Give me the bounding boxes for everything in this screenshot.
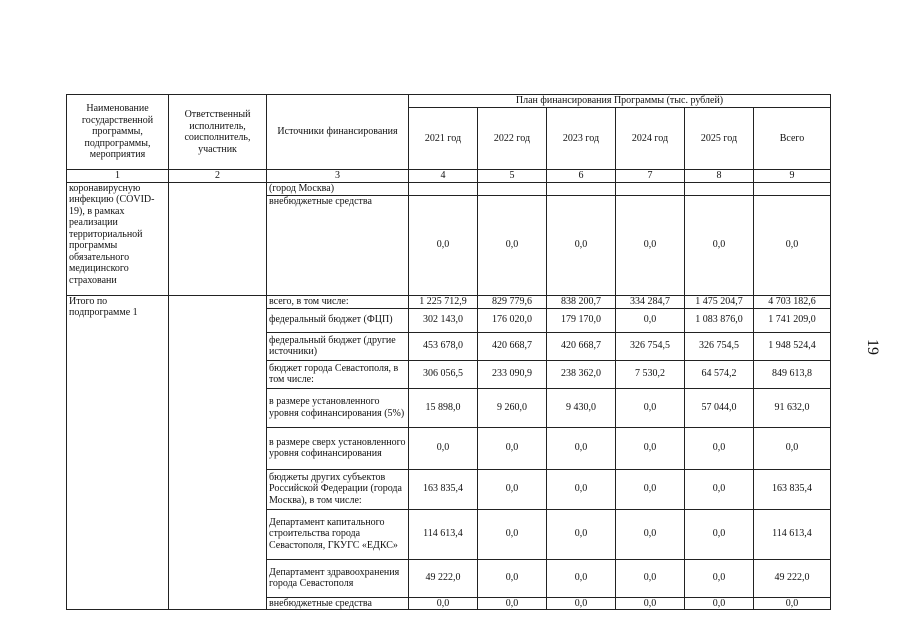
value-cell: 1 948 524,4 bbox=[754, 332, 831, 360]
source-label: в размере сверх установленного уровня софинансирования bbox=[267, 427, 409, 469]
value-cell: 9 260,0 bbox=[478, 388, 547, 427]
value-cell: 1 741 209,0 bbox=[754, 308, 831, 332]
value-cell bbox=[616, 182, 685, 195]
value-cell: 0,0 bbox=[409, 597, 478, 610]
value-cell bbox=[685, 182, 754, 195]
col-number: 1 bbox=[67, 170, 169, 183]
value-cell: 0,0 bbox=[547, 469, 616, 509]
source-label: (город Москва) bbox=[267, 182, 409, 195]
col-number: 5 bbox=[478, 170, 547, 183]
value-cell: 0,0 bbox=[478, 195, 547, 295]
col-number: 7 bbox=[616, 170, 685, 183]
source-label: бюджеты других субъектов Российской Федерации (города Москва), в том числе: bbox=[267, 469, 409, 509]
value-cell: 0,0 bbox=[685, 597, 754, 610]
source-label: в размере установленного уровня софинансирования (5%) bbox=[267, 388, 409, 427]
header-total: Всего bbox=[754, 108, 831, 170]
value-cell: 1 475 204,7 bbox=[685, 295, 754, 308]
value-cell bbox=[478, 182, 547, 195]
source-label: внебюджетные средства bbox=[267, 195, 409, 295]
value-cell: 0,0 bbox=[547, 559, 616, 597]
value-cell: 179 170,0 bbox=[547, 308, 616, 332]
value-cell: 0,0 bbox=[478, 597, 547, 610]
value-cell: 0,0 bbox=[547, 195, 616, 295]
value-cell: 49 222,0 bbox=[754, 559, 831, 597]
value-cell: 0,0 bbox=[478, 559, 547, 597]
value-cell: 302 143,0 bbox=[409, 308, 478, 332]
header-year: 2023 год bbox=[547, 108, 616, 170]
source-label: федеральный бюджет (другие источники) bbox=[267, 332, 409, 360]
value-cell: 0,0 bbox=[478, 469, 547, 509]
value-cell: 849 613,8 bbox=[754, 360, 831, 388]
page-number: 19 bbox=[864, 339, 881, 355]
value-cell: 0,0 bbox=[478, 509, 547, 559]
value-cell bbox=[754, 182, 831, 195]
header-year: 2022 год bbox=[478, 108, 547, 170]
value-cell: 420 668,7 bbox=[478, 332, 547, 360]
value-cell: 0,0 bbox=[685, 509, 754, 559]
value-cell: 0,0 bbox=[616, 597, 685, 610]
value-cell: 0,0 bbox=[616, 559, 685, 597]
value-cell: 1 225 712,9 bbox=[409, 295, 478, 308]
value-cell: 838 200,7 bbox=[547, 295, 616, 308]
value-cell: 0,0 bbox=[685, 195, 754, 295]
value-cell: 238 362,0 bbox=[547, 360, 616, 388]
col-number: 6 bbox=[547, 170, 616, 183]
value-cell: 0,0 bbox=[409, 427, 478, 469]
header-sources: Источники финансирования bbox=[267, 95, 409, 170]
value-cell: 829 779,6 bbox=[478, 295, 547, 308]
value-cell: 9 430,0 bbox=[547, 388, 616, 427]
header-name: Наименование государственной программы, подпрограммы, мероприятия bbox=[67, 95, 169, 170]
col-number: 2 bbox=[169, 170, 267, 183]
measure-name: коронавирусную инфекцию (COVID-19), в рамках реализации территориальной программы обязательного медицинского страховани bbox=[67, 182, 169, 295]
value-cell: 0,0 bbox=[685, 469, 754, 509]
header-plan-title: План финансирования Программы (тыс. рублей) bbox=[409, 95, 831, 108]
value-cell bbox=[409, 182, 478, 195]
value-cell: 163 835,4 bbox=[409, 469, 478, 509]
value-cell: 15 898,0 bbox=[409, 388, 478, 427]
value-cell: 0,0 bbox=[547, 509, 616, 559]
value-cell: 64 574,2 bbox=[685, 360, 754, 388]
financing-table bbox=[66, 94, 831, 610]
source-label: бюджет города Севастополя, в том числе: bbox=[267, 360, 409, 388]
measure-name: Итого по подпрограмме 1 bbox=[67, 295, 169, 610]
value-cell: 0,0 bbox=[685, 427, 754, 469]
value-cell: 326 754,5 bbox=[685, 332, 754, 360]
value-cell: 326 754,5 bbox=[616, 332, 685, 360]
value-cell: 334 284,7 bbox=[616, 295, 685, 308]
value-cell: 1 083 876,0 bbox=[685, 308, 754, 332]
value-cell: 0,0 bbox=[616, 469, 685, 509]
source-label: Департамент здравоохранения города Севастополя bbox=[267, 559, 409, 597]
header-year: 2025 год bbox=[685, 108, 754, 170]
header-year: 2024 год bbox=[616, 108, 685, 170]
value-cell: 0,0 bbox=[547, 597, 616, 610]
value-cell: 7 530,2 bbox=[616, 360, 685, 388]
col-number: 9 bbox=[754, 170, 831, 183]
value-cell: 0,0 bbox=[616, 308, 685, 332]
value-cell: 233 090,9 bbox=[478, 360, 547, 388]
value-cell: 49 222,0 bbox=[409, 559, 478, 597]
value-cell: 0,0 bbox=[616, 427, 685, 469]
value-cell: 0,0 bbox=[547, 427, 616, 469]
value-cell: 0,0 bbox=[409, 195, 478, 295]
value-cell: 0,0 bbox=[478, 427, 547, 469]
header-year: 2021 год bbox=[409, 108, 478, 170]
col-number: 8 bbox=[685, 170, 754, 183]
value-cell: 0,0 bbox=[616, 195, 685, 295]
value-cell: 0,0 bbox=[754, 597, 831, 610]
value-cell: 306 056,5 bbox=[409, 360, 478, 388]
value-cell: 0,0 bbox=[754, 195, 831, 295]
col-number: 3 bbox=[267, 170, 409, 183]
header-responsible: Ответственный исполнитель, соисполнитель, участник bbox=[169, 95, 267, 170]
value-cell: 453 678,0 bbox=[409, 332, 478, 360]
value-cell: 114 613,4 bbox=[754, 509, 831, 559]
source-label: федеральный бюджет (ФЦП) bbox=[267, 308, 409, 332]
source-label: Департамент капитального строительства города Севастополя, ГКУГС «ЕДКС» bbox=[267, 509, 409, 559]
value-cell: 176 020,0 bbox=[478, 308, 547, 332]
source-label: всего, в том числе: bbox=[267, 295, 409, 308]
value-cell: 57 044,0 bbox=[685, 388, 754, 427]
value-cell: 91 632,0 bbox=[754, 388, 831, 427]
value-cell: 4 703 182,6 bbox=[754, 295, 831, 308]
value-cell: 114 613,4 bbox=[409, 509, 478, 559]
value-cell: 0,0 bbox=[616, 388, 685, 427]
source-label: внебюджетные средства bbox=[267, 597, 409, 610]
value-cell: 163 835,4 bbox=[754, 469, 831, 509]
responsible-cell bbox=[169, 295, 267, 610]
value-cell: 420 668,7 bbox=[547, 332, 616, 360]
value-cell: 0,0 bbox=[616, 509, 685, 559]
value-cell: 0,0 bbox=[685, 559, 754, 597]
value-cell bbox=[547, 182, 616, 195]
value-cell: 0,0 bbox=[754, 427, 831, 469]
col-number: 4 bbox=[409, 170, 478, 183]
responsible-cell bbox=[169, 182, 267, 295]
